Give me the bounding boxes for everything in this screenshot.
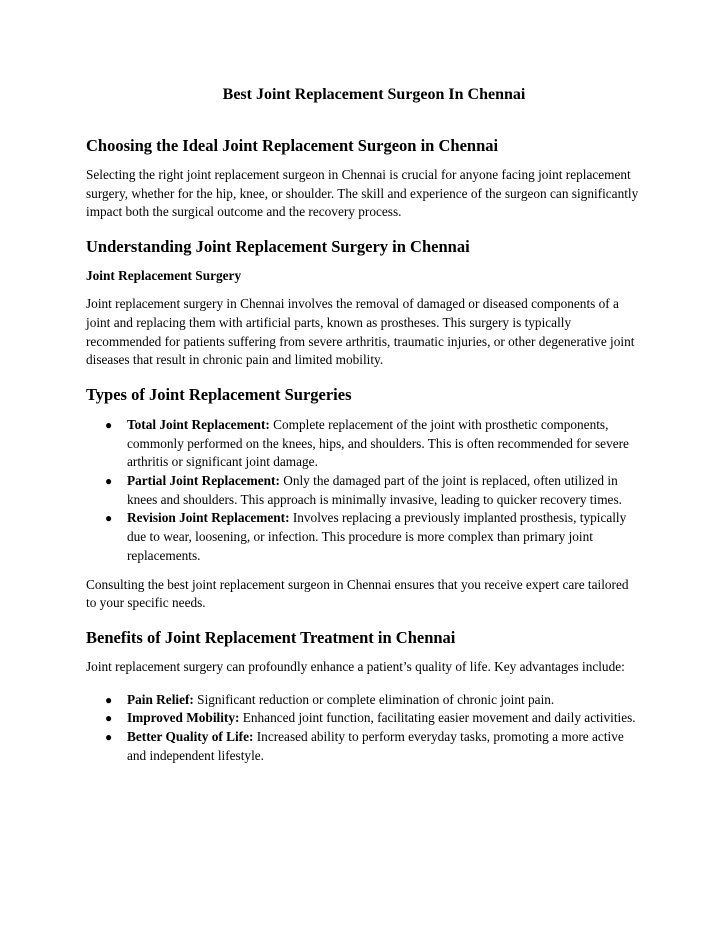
section-heading-benefits: Benefits of Joint Replacement Treatment in Chennai xyxy=(86,627,456,647)
list-item xyxy=(86,691,642,710)
list-item-text: Enhanced joint function, facilitating easier movement and daily activities. xyxy=(239,710,636,726)
list-item-text: Only the damaged part of the joint is replaced, often utilized in knees and shoulders. This approach is minimally invasive, leading to quicker recovery times. xyxy=(127,473,622,507)
bullet-icon: ● xyxy=(105,474,113,489)
bullet-icon: ● xyxy=(105,417,113,432)
list-item-text: Involves replacing a previously implanted prosthesis, typically due to wear, loosening, or infection. This procedure is more complex than primary joint replacements. xyxy=(127,510,627,563)
bullet-icon: ● xyxy=(105,711,113,726)
document-title: Best Joint Replacement Surgeon In Chennai xyxy=(222,86,526,103)
document-body xyxy=(86,135,642,765)
list-item-label: Revision Joint Replacement: xyxy=(127,510,290,526)
list-item-label: Improved Mobility: xyxy=(127,710,240,726)
types-list xyxy=(86,416,642,566)
section-heading-types: Types of Joint Replacement Surgeries xyxy=(86,384,352,404)
list-item xyxy=(86,472,642,509)
section-subheading-joint-replacement: Joint Replacement Surgery xyxy=(86,268,242,284)
list-item-label: Total Joint Replacement: xyxy=(127,416,270,432)
list-item xyxy=(86,709,642,728)
section-heading-understanding: Understanding Joint Replacement Surgery in Chennai xyxy=(86,237,470,257)
bullet-icon: ● xyxy=(105,692,113,707)
section-heading-choosing: Choosing the Ideal Joint Replacement Surgeon in Chennai xyxy=(86,136,499,155)
list-item xyxy=(86,728,642,765)
section-paragraph-consulting: Consulting the best joint replacement surgeon in Chennai ensures that you receive expert care tailored to your specific needs. xyxy=(86,576,629,611)
section-paragraph-benefits-intro: Joint replacement surgery can profoundly enhance a patient’s quality of life. Key advantages include: xyxy=(86,658,625,674)
benefits-list xyxy=(86,691,642,766)
list-item xyxy=(86,416,642,472)
list-item-text: Increased ability to perform everyday tasks, promoting a more active and independent lifestyle. xyxy=(127,729,624,763)
list-item-text: Complete replacement of the joint with prosthetic components, commonly performed on the knees, hips, and shoulders. This is often recommended for severe arthritis or significant joint damage. xyxy=(127,416,629,470)
list-item-label: Partial Joint Replacement: xyxy=(127,473,280,489)
list-item-label: Better Quality of Life: xyxy=(127,729,254,745)
section-paragraph-choosing: Selecting the right joint replacement surgeon in Chennai is crucial for anyone facing joint replacement surgery, whether for the hip, knee, or shoulder. The skill and experience of the surgeon can significantly impact both the surgical outcome and the recovery process. xyxy=(86,167,639,220)
list-item-text: Significant reduction or complete elimination of chronic joint pain. xyxy=(193,691,555,707)
bullet-icon: ● xyxy=(105,730,113,745)
bullet-icon: ● xyxy=(105,511,113,526)
list-item-label: Pain Relief: xyxy=(127,691,194,707)
section-paragraph-understanding: Joint replacement surgery in Chennai involves the removal of damaged or diseased components of a joint and replacing them with artificial parts, known as prostheses. This surgery is typically recommended for patients suffering from severe arthritis, traumatic injuries, or other degenerative joint diseases that result in chronic pain and limited mobility. xyxy=(86,296,635,368)
list-item xyxy=(86,509,642,565)
